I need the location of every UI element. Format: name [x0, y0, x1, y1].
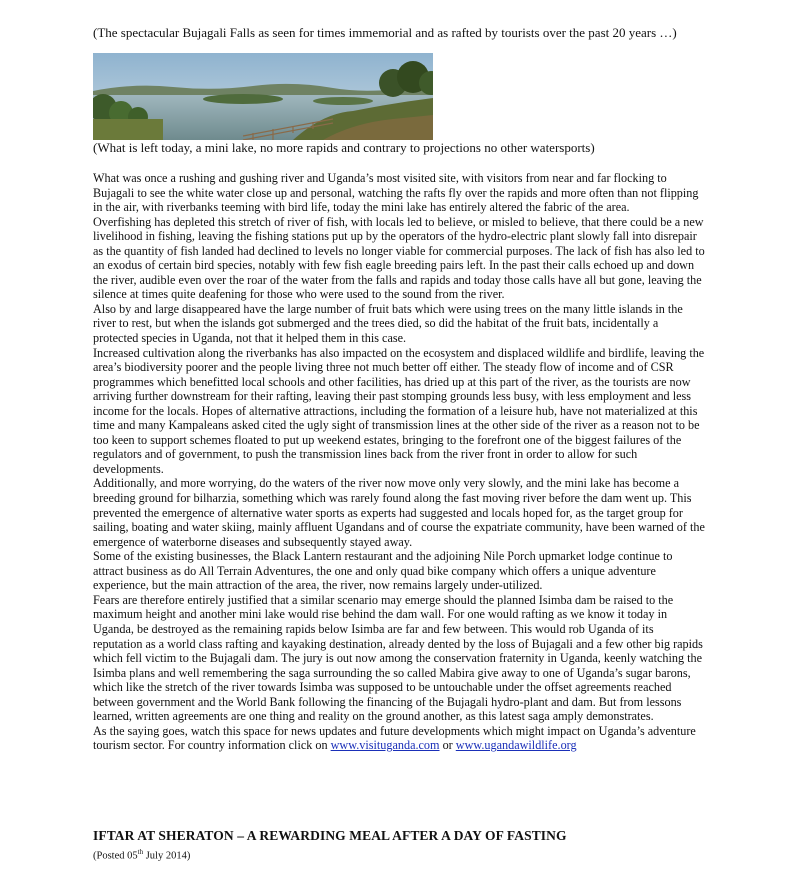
paragraph: Some of the existing businesses, the Black Lantern restaurant and the adjoining Nile Porch upmarket lodge continue to attract business as do All Terrain Adventures, the one and only quad bike company which offers a unique adventure experience, but the main attraction of the area, the river, now remains largely under-utilized.: [93, 549, 673, 593]
landscape-photo-image: [93, 53, 433, 140]
posted-date: [93, 848, 190, 862]
photo-caption-top: (The spectacular Bujagali Falls as seen for times immemorial and as rafted by tourists over the past 20 years …): [93, 25, 677, 40]
paragraph: Overfishing has depleted this stretch of river of fish, with locals led to believe, or misled to believe, that there could be a new livelihood in fishing, leaving the fishing stations put up by the operators of the hydro-electric plant slowly fall into disrepair as the quantity of fish landed had declined to levels no longer viable for commercial purposes. The lack of fish has also led to an exodus of certain bird species, notably with few fish eagle breeding pairs left. In the past their calls echoed up and down the river, audible even over the roar of the water from the falls and rapids and today those calls have all but gone, leaving the silence at times quite deafening for those who were used to the sound from the river.: [93, 214, 705, 302]
posted-prefix: (Posted 05: [93, 850, 138, 862]
posted-sup: th: [137, 848, 144, 856]
ugandawildlife-link[interactable]: www.ugandawildlife.org: [455, 738, 577, 753]
paragraph: Increased cultivation along the riverbanks has also impacted on the ecosystem and displaced wildlife and birdlife, leaving the area’s biodiversity poorer and the people living three not much better off either. The steady flow of income and of CSR programmes which benefitted local schools and other facilities, has dried up at this part of the river, as the tourists are now arriving further downstream for their rafting, leaving their past stomping grounds less busy, with less employment and less income for the locals. Hopes of alternative attractions, including the formation of a leisure hub, have not materialized at this time and many Kampaleans asked cited the ugly sight of transmission lines at the other side of the river as a reason not to be too keen to support schemes floated to put up weekend estates, bringing to the forefront one of the biggest failures of the regulators and of government, to push the transmission lines back from the river front in order to allow for such developments.: [93, 345, 705, 476]
paragraph: Fears are therefore entirely justified that a similar scenario may emerge should the planned Isimba dam be raised to the maximum height and another mini lake would rise behind the dam wall. For one would rafting as we know it today in Uganda, be destroyed as the remaining rapids below Isimba are far and few between. This would rob Uganda of its reputation as a world class rafting and kayaking destination, already dented by the loss of Bujagali and a few other big rapids which fell victim to the Bujagali dam. The jury is out now among the conservation fraternity in Uganda, keenly watching the Isimba plans and well remembering the saga surrounding the so called Mabira give away to one of Uganda’s sugar barons, which like the stretch of the river towards Isimba was supposed to be untouchable under the offset agreements reached between government and the World Bank following the financing of the Bujagali hydro-plant and dam. But from lessons learned, written agreements are one thing and reality on the ground another, as this latest saga amply demonstrates.: [93, 592, 703, 724]
closing-or: or: [439, 738, 456, 753]
paragraph: Also by and large disappeared have the large number of fruit bats which were using trees on the many little islands in the river to rest, but when the islands got submerged and the trees died, so did the habitat of the fruit bats, incidentally a protected species in Uganda, not that it helped them in this case.: [93, 301, 683, 346]
photo-caption-bottom: (What is left today, a mini lake, no more rapids and contrary to projections no other watersports): [93, 140, 595, 155]
closing-text: As the saying goes, watch this space for news updates and future developments which might impact on Uganda’s adventure tourism sector. For country information click on: [93, 723, 696, 753]
posted-suffix: July 2014): [143, 850, 191, 862]
closing-paragraph: [93, 724, 705, 753]
paragraph: Additionally, and more worrying, do the waters of the river now move only very slowly, and the mini lake has become a breeding ground for bilharzia, something which was rarely found along the fast moving river before the dam went up. This prevented the emergence of alternative water sports as experts had suggested and locals hoped for, as the target group for sailing, boating and water skiing, mainly affluent Ugandans and of course the expatriate community, have been warned of the emergence of waterborne diseases and subsequently stayed away.: [93, 476, 705, 549]
visituganda-link[interactable]: www.visituganda.com: [330, 738, 440, 753]
paragraph: What was once a rushing and gushing river and Uganda’s most visited site, with visitors from near and far flocking to Bujagali to see the white water close up and personal, watching the rafts fly over the rapids and more often than not flipping in the air, with riverbanks teeming with bird life, today the mini lake has entirely altered the fabric of the area.: [93, 171, 699, 215]
article-body: [93, 171, 705, 753]
next-article-headline: IFTAR AT SHERATON – A REWARDING MEAL AFTER A DAY OF FASTING: [93, 828, 567, 843]
landscape-photo: [93, 53, 433, 140]
